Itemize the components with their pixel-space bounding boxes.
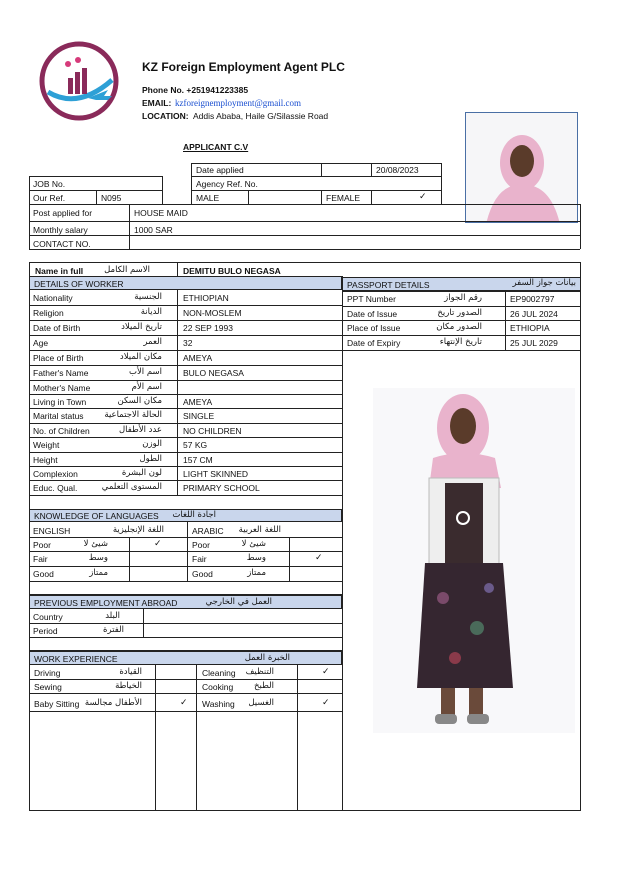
post-label: Post applied for — [33, 208, 93, 218]
worker-field-value: AMEYA — [183, 353, 213, 363]
employment-heading: PREVIOUS EMPLOYMENT ABROAD — [34, 598, 178, 608]
worker-field-value: 32 — [183, 338, 193, 348]
worker-field-value: NON-MOSLEM — [183, 308, 242, 318]
company-logo — [38, 40, 120, 122]
worker-field-label: Complexion — [33, 469, 78, 479]
company-phone: Phone No. +251941223385 — [142, 85, 249, 95]
country-label-ar: البلد — [105, 611, 120, 621]
worker-field-label-ar: الجنسية — [134, 292, 162, 302]
worker-field-label-ar: عدد الأطفال — [118, 425, 162, 435]
worker-field-value: ETHIOPIAN — [183, 293, 229, 303]
worker-field-label: Religion — [33, 308, 64, 318]
english-level-label: Poor — [33, 540, 51, 550]
english-level-label-ar: وسط — [88, 553, 108, 563]
company-name: KZ Foreign Employment Agent PLC — [142, 60, 345, 74]
job-no-label: JOB No. — [33, 179, 66, 189]
experience-skill-label-ar: الأطفال مجالسة — [84, 698, 142, 708]
experience-skill-label: Cleaning — [202, 668, 236, 678]
passport-field-value: 26 JUL 2024 — [510, 309, 558, 319]
worker-field-label-ar: الطول — [139, 454, 162, 464]
experience-skill-label-ar: الطبخ — [254, 681, 274, 691]
company-email[interactable]: kzforeignemployment@gmail.com — [175, 98, 302, 108]
name-label: Name in full — [35, 266, 84, 276]
worker-field-label-ar: لون البشرة — [121, 468, 162, 478]
passport-field-label-ar: الصدور مكان — [436, 322, 482, 332]
salary-label: Monthly salary — [33, 225, 88, 235]
experience-skill-label-ar: الغسيل — [248, 698, 274, 708]
experience-skill-label-ar: الخياطة — [115, 681, 142, 691]
worker-details-heading: DETAILS OF WORKER — [34, 279, 124, 289]
arabic-level-label-ar: ممتاز — [247, 568, 266, 578]
worker-field-label: Mother's Name — [33, 383, 91, 393]
worker-field-label-ar: العمر — [143, 337, 162, 347]
passport-field-label: Date of Issue — [347, 309, 398, 319]
name-label-ar: الاسم الكامل — [104, 265, 150, 275]
arabic-level-label-ar: شيئ لا — [241, 539, 266, 549]
worker-field-value: LIGHT SKINNED — [183, 469, 249, 479]
agency-ref-label: Agency Ref. No. — [196, 179, 258, 189]
experience-skill-label-ar: القيادة — [119, 667, 142, 677]
english-label: ENGLISH — [33, 526, 71, 536]
arabic-label-ar: اللغة العربية — [238, 525, 281, 535]
worker-field-label: Father's Name — [33, 368, 89, 378]
worker-field-label-ar: اسم الأم — [131, 382, 162, 392]
worker-field-label: Place of Birth — [33, 353, 84, 363]
passport-field-label-ar: الصدور تاريخ — [437, 308, 482, 318]
passport-field-label: Place of Issue — [347, 323, 401, 333]
experience-skill-label: Baby Sitting — [34, 699, 80, 709]
worker-field-value: NO CHILDREN — [183, 426, 242, 436]
worker-field-label: Weight — [33, 440, 60, 450]
experience-skill-label-ar: التنظيف — [245, 667, 274, 677]
worker-field-value: BULO NEGASA — [183, 368, 244, 378]
english-level-label: Fair — [33, 554, 48, 564]
worker-field-label-ar: اسم الأب — [128, 367, 162, 377]
passport-field-value: EP9002797 — [510, 294, 555, 304]
experience-skill-label: Cooking — [202, 682, 234, 692]
passport-heading: PASSPORT DETAILS — [347, 280, 430, 290]
worker-field-value: PRIMARY SCHOOL — [183, 483, 260, 493]
female-label: FEMALE — [326, 193, 361, 203]
english-level-check: ✓ — [154, 539, 162, 549]
passport-heading-ar: بيانات جواز السفر — [512, 278, 576, 288]
country-label: Country — [33, 612, 63, 622]
worker-field-label: Age — [33, 338, 49, 348]
applicant-photo-small — [465, 112, 578, 223]
experience-skill-label: Washing — [202, 699, 235, 709]
passport-field-label-ar: رقم الجواز — [444, 293, 482, 303]
salary-value: 1000 SAR — [134, 225, 173, 235]
english-level-label-ar: شيئ لا — [83, 539, 108, 549]
worker-field-label-ar: المستوى التعلمي — [101, 482, 162, 492]
arabic-level-label: Fair — [192, 554, 207, 564]
worker-field-label: Nationality — [33, 293, 73, 303]
arabic-level-label: Good — [192, 569, 213, 579]
worker-field-label-ar: تاريخ الميلاد — [121, 322, 162, 332]
our-ref-value: N095 — [101, 193, 122, 203]
worker-field-label: Educ. Qual. — [33, 483, 78, 493]
worker-field-label: Marital status — [33, 411, 84, 421]
english-level-label: Good — [33, 569, 54, 579]
experience-heading-ar: الخبرة العمل — [244, 653, 290, 663]
worker-field-label: Living in Town — [33, 397, 87, 407]
email-label: EMAIL: — [142, 98, 172, 108]
passport-field-label: Date of Expiry — [347, 338, 401, 348]
our-ref-label: Our Ref. — [33, 193, 66, 203]
worker-field-label-ar: مكان السكن — [117, 396, 162, 406]
experience-skill-label: Sewing — [34, 682, 62, 692]
languages-heading-ar: اجادة اللغات — [172, 510, 216, 520]
company-location: Addis Ababa, Haile G/Silassie Road — [193, 111, 329, 121]
female-check: ✓ — [419, 192, 427, 202]
contact-label: CONTACT NO. — [33, 239, 91, 249]
passport-field-label: PPT Number — [347, 294, 396, 304]
worker-field-label-ar: الوزن — [142, 439, 162, 449]
experience-skill-check: ✓ — [322, 698, 330, 708]
employment-heading-ar: العمل في الخارجي — [205, 597, 272, 607]
experience-heading: WORK EXPERIENCE — [34, 654, 118, 664]
arabic-level-check: ✓ — [315, 553, 323, 563]
worker-field-label: No. of Children — [33, 426, 90, 436]
worker-field-label-ar: مكان الميلاد — [119, 352, 162, 362]
male-label: MALE — [196, 193, 220, 203]
experience-skill-check: ✓ — [322, 667, 330, 677]
experience-skill-check: ✓ — [180, 698, 188, 708]
english-label-ar: اللغة الإنجليزية — [112, 525, 164, 535]
english-level-label-ar: ممتاز — [89, 568, 108, 578]
post-value: HOUSE MAID — [134, 208, 188, 218]
worker-field-value: 57 KG — [183, 440, 208, 450]
passport-field-label-ar: تاريخ الإنتهاء — [439, 337, 482, 347]
experience-skill-label: Driving — [34, 668, 61, 678]
arabic-label: ARABIC — [192, 526, 224, 536]
page-title: APPLICANT C.V — [183, 142, 249, 152]
date-applied-label: Date applied — [196, 165, 244, 175]
date-applied-value: 20/08/2023 — [376, 165, 419, 175]
worker-field-value: 22 SEP 1993 — [183, 323, 233, 333]
passport-field-value: 25 JUL 2029 — [510, 338, 558, 348]
period-label-ar: الفترة — [103, 625, 124, 635]
location-label: LOCATION: — [142, 111, 189, 121]
worker-field-label: Height — [33, 455, 58, 465]
period-label: Period — [33, 626, 58, 636]
worker-field-label-ar: الديانة — [140, 307, 162, 317]
applicant-photo-full — [373, 388, 575, 733]
worker-field-value: AMEYA — [183, 397, 213, 407]
worker-field-value: 157 CM — [183, 455, 213, 465]
languages-heading: KNOWLEDGE OF LANGUAGES — [34, 511, 159, 521]
arabic-level-label-ar: وسط — [246, 553, 266, 563]
arabic-level-label: Poor — [192, 540, 210, 550]
worker-field-label: Date of Birth — [33, 323, 81, 333]
worker-field-value: SINGLE — [183, 411, 215, 421]
name-value: DEMITU BULO NEGASA — [183, 266, 281, 276]
worker-field-label-ar: الحالة الاجتماعية — [104, 410, 162, 420]
passport-field-value: ETHIOPIA — [510, 323, 550, 333]
